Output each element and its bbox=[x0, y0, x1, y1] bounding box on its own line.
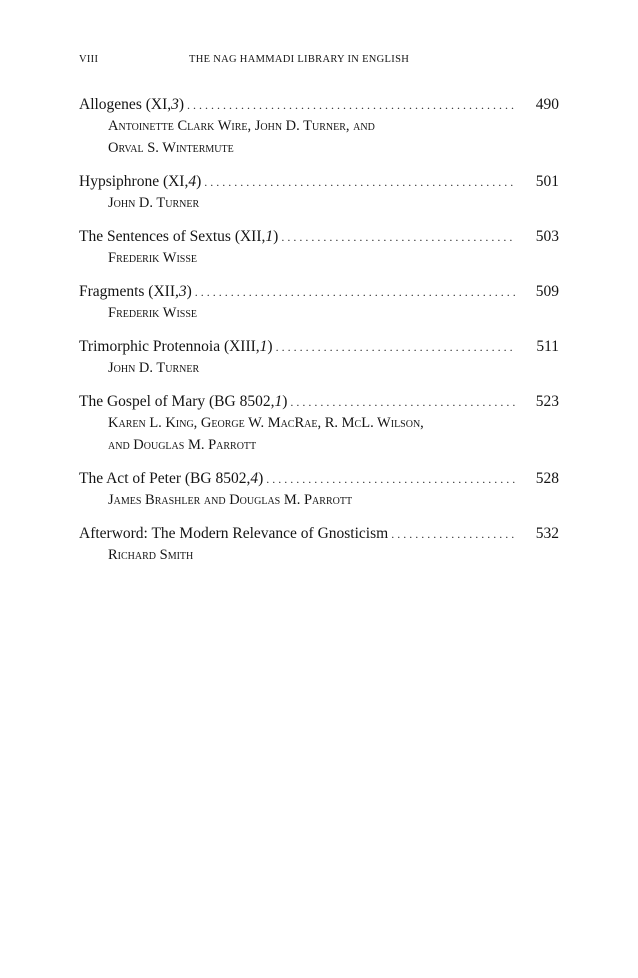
toc-entry-title: The Sentences of Sextus (XII,1) bbox=[79, 228, 279, 245]
dot-leader bbox=[290, 392, 515, 413]
toc-entry-authors bbox=[108, 247, 528, 269]
author-line: John D. Turner bbox=[108, 360, 200, 376]
author-line: Frederik Wisse bbox=[108, 250, 198, 266]
author-line: James Brashler and Douglas M. Parrott bbox=[108, 492, 353, 508]
toc-entry-authors bbox=[108, 544, 528, 566]
table-of-contents bbox=[79, 94, 559, 566]
author-line: John D. Turner bbox=[108, 195, 200, 211]
toc-entry-title: The Act of Peter (BG 8502,4) bbox=[79, 470, 264, 487]
toc-entry-title: Trimorphic Protennoia (XIII,1) bbox=[79, 338, 273, 355]
author-line: Orval S. Wintermute bbox=[108, 140, 234, 156]
toc-entry-sentences-of-sextus bbox=[79, 226, 559, 269]
toc-entry-line bbox=[79, 468, 559, 489]
toc-entry-title: Afterword: The Modern Relevance of Gnosticism bbox=[79, 525, 389, 542]
toc-entry-page: 501 bbox=[535, 173, 559, 190]
toc-entry-authors bbox=[108, 489, 528, 511]
toc-entry-allogenes bbox=[79, 94, 559, 159]
toc-entry-authors bbox=[108, 357, 528, 379]
toc-entry-page: 503 bbox=[535, 228, 559, 245]
toc-entry-title: Allogenes (XI,3) bbox=[79, 96, 185, 113]
toc-entry-line bbox=[79, 226, 559, 247]
toc-entry-title: Fragments (XII,3) bbox=[79, 283, 192, 300]
toc-entry-authors bbox=[108, 412, 528, 456]
toc-entry-page: 509 bbox=[535, 283, 559, 300]
toc-entry-gospel-of-mary bbox=[79, 391, 559, 456]
page-folio: VIII bbox=[79, 54, 99, 65]
author-line: Richard Smith bbox=[108, 547, 194, 563]
author-line: Karen L. King, George W. MacRae, R. McL. Wilson, bbox=[108, 415, 424, 431]
dot-leader bbox=[195, 282, 515, 303]
toc-entry-page: 528 bbox=[535, 470, 559, 487]
dot-leader bbox=[204, 172, 515, 193]
toc-entry-act-of-peter bbox=[79, 468, 559, 511]
toc-entry-afterword bbox=[79, 523, 559, 566]
dot-leader bbox=[391, 524, 515, 545]
toc-entry-line bbox=[79, 94, 559, 115]
toc-entry-line bbox=[79, 523, 559, 544]
toc-entry-authors bbox=[108, 302, 528, 324]
dot-leader bbox=[266, 469, 515, 490]
author-line: Frederik Wisse bbox=[108, 305, 198, 321]
toc-entry-line bbox=[79, 391, 559, 412]
toc-entry-page: 490 bbox=[535, 96, 559, 113]
running-head-title: THE NAG HAMMADI LIBRARY IN ENGLISH bbox=[189, 54, 410, 65]
toc-entry-authors bbox=[108, 115, 528, 159]
toc-entry-line bbox=[79, 336, 559, 357]
toc-entry-title: Hypsiphrone (XI,4) bbox=[79, 173, 202, 190]
toc-entry-trimorphic-protennoia bbox=[79, 336, 559, 379]
toc-entry-page: 511 bbox=[536, 338, 559, 355]
toc-entry-authors bbox=[108, 192, 528, 214]
toc-entry-page: 523 bbox=[535, 393, 559, 410]
toc-entry-line bbox=[79, 281, 559, 302]
dot-leader bbox=[276, 337, 515, 358]
author-line: and Douglas M. Parrott bbox=[108, 437, 257, 453]
toc-entry-fragments bbox=[79, 281, 559, 324]
running-head bbox=[79, 54, 559, 70]
dot-leader bbox=[187, 95, 515, 116]
author-line: Antoinette Clark Wire, John D. Turner, and bbox=[108, 118, 375, 134]
toc-entry-title: The Gospel of Mary (BG 8502,1) bbox=[79, 393, 288, 410]
toc-entry-line bbox=[79, 171, 559, 192]
toc-entry-hypsiphrone bbox=[79, 171, 559, 214]
toc-entry-page: 532 bbox=[535, 525, 559, 542]
dot-leader bbox=[281, 227, 515, 248]
